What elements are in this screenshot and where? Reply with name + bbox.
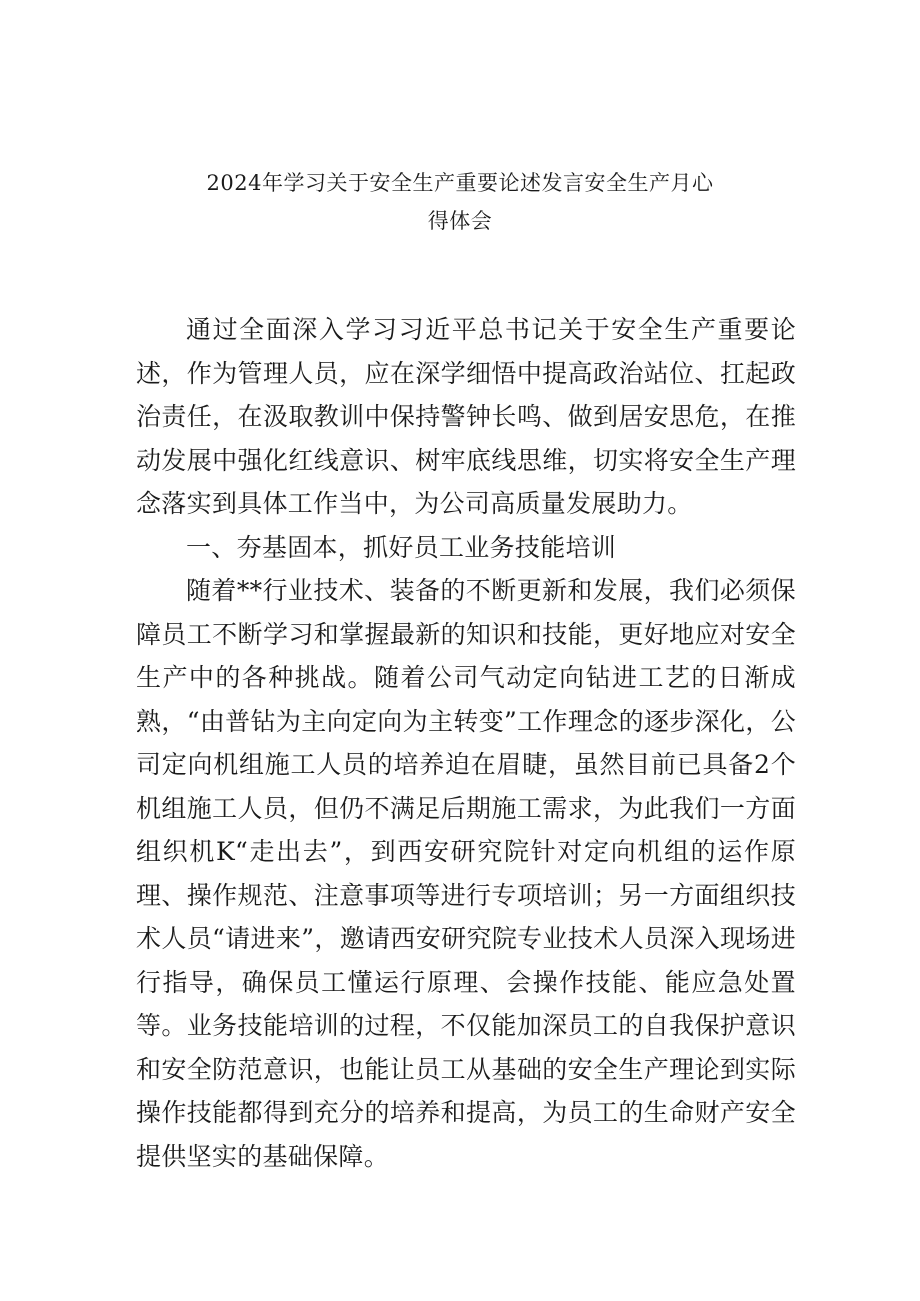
section-heading: 一、夯基固本，抓好员工业务技能培训 [186, 532, 617, 562]
document-title [140, 164, 780, 240]
intro-paragraph: 通过全面深入学习习近平总书记关于安全生产重要论述，作为管理人员，应在深学细悟中提高政治站位、扛起政治责任，在汲取教训中保持警钟长鸣、做到居安思危，在推动发展中强化红线意识、树牢底线思维，切实将安全生产理念落实到具体工作当中，为公司高质量发展助力。 [136, 315, 796, 518]
document-body [136, 308, 796, 1178]
title-line-1: 2024年学习关于安全生产重要论述发言安全生产月心 [206, 171, 714, 195]
body-paragraph: 随着**行业技术、装备的不断更新和发展，我们必须保障员工不断学习和掌握最新的知识和技能，更好地应对安全生产中的各种挑战。随着公司气动定向钻进工艺的日渐成熟，“由普钻为主向定向为主转变”工作理念的逐步深化，公司定向机组施工人员的培养迫在眉睫，虽然目前已具备2个机组施工人员，但仍不满足后期施工需求，为此我们一方面组织机K“走出去”，到西安研究院针对定向机组的运作原理、操作规范、注意事项等进行专项培训；另一方面组织技术人员“请进来”，邀请西安研究院专业技术人员深入现场进行指导，确保员工懂运行原理、会操作技能、能应急处置等。业务技能培训的过程，不仅能加深员工的自我保护意识和安全防范意识，也能让员工从基础的安全生产理论到实际操作技能都得到充分的培养和提高，为员工的生命财产安全提供坚实的基础保障。 [136, 576, 796, 1171]
title-line-2: 得体会 [427, 209, 493, 233]
